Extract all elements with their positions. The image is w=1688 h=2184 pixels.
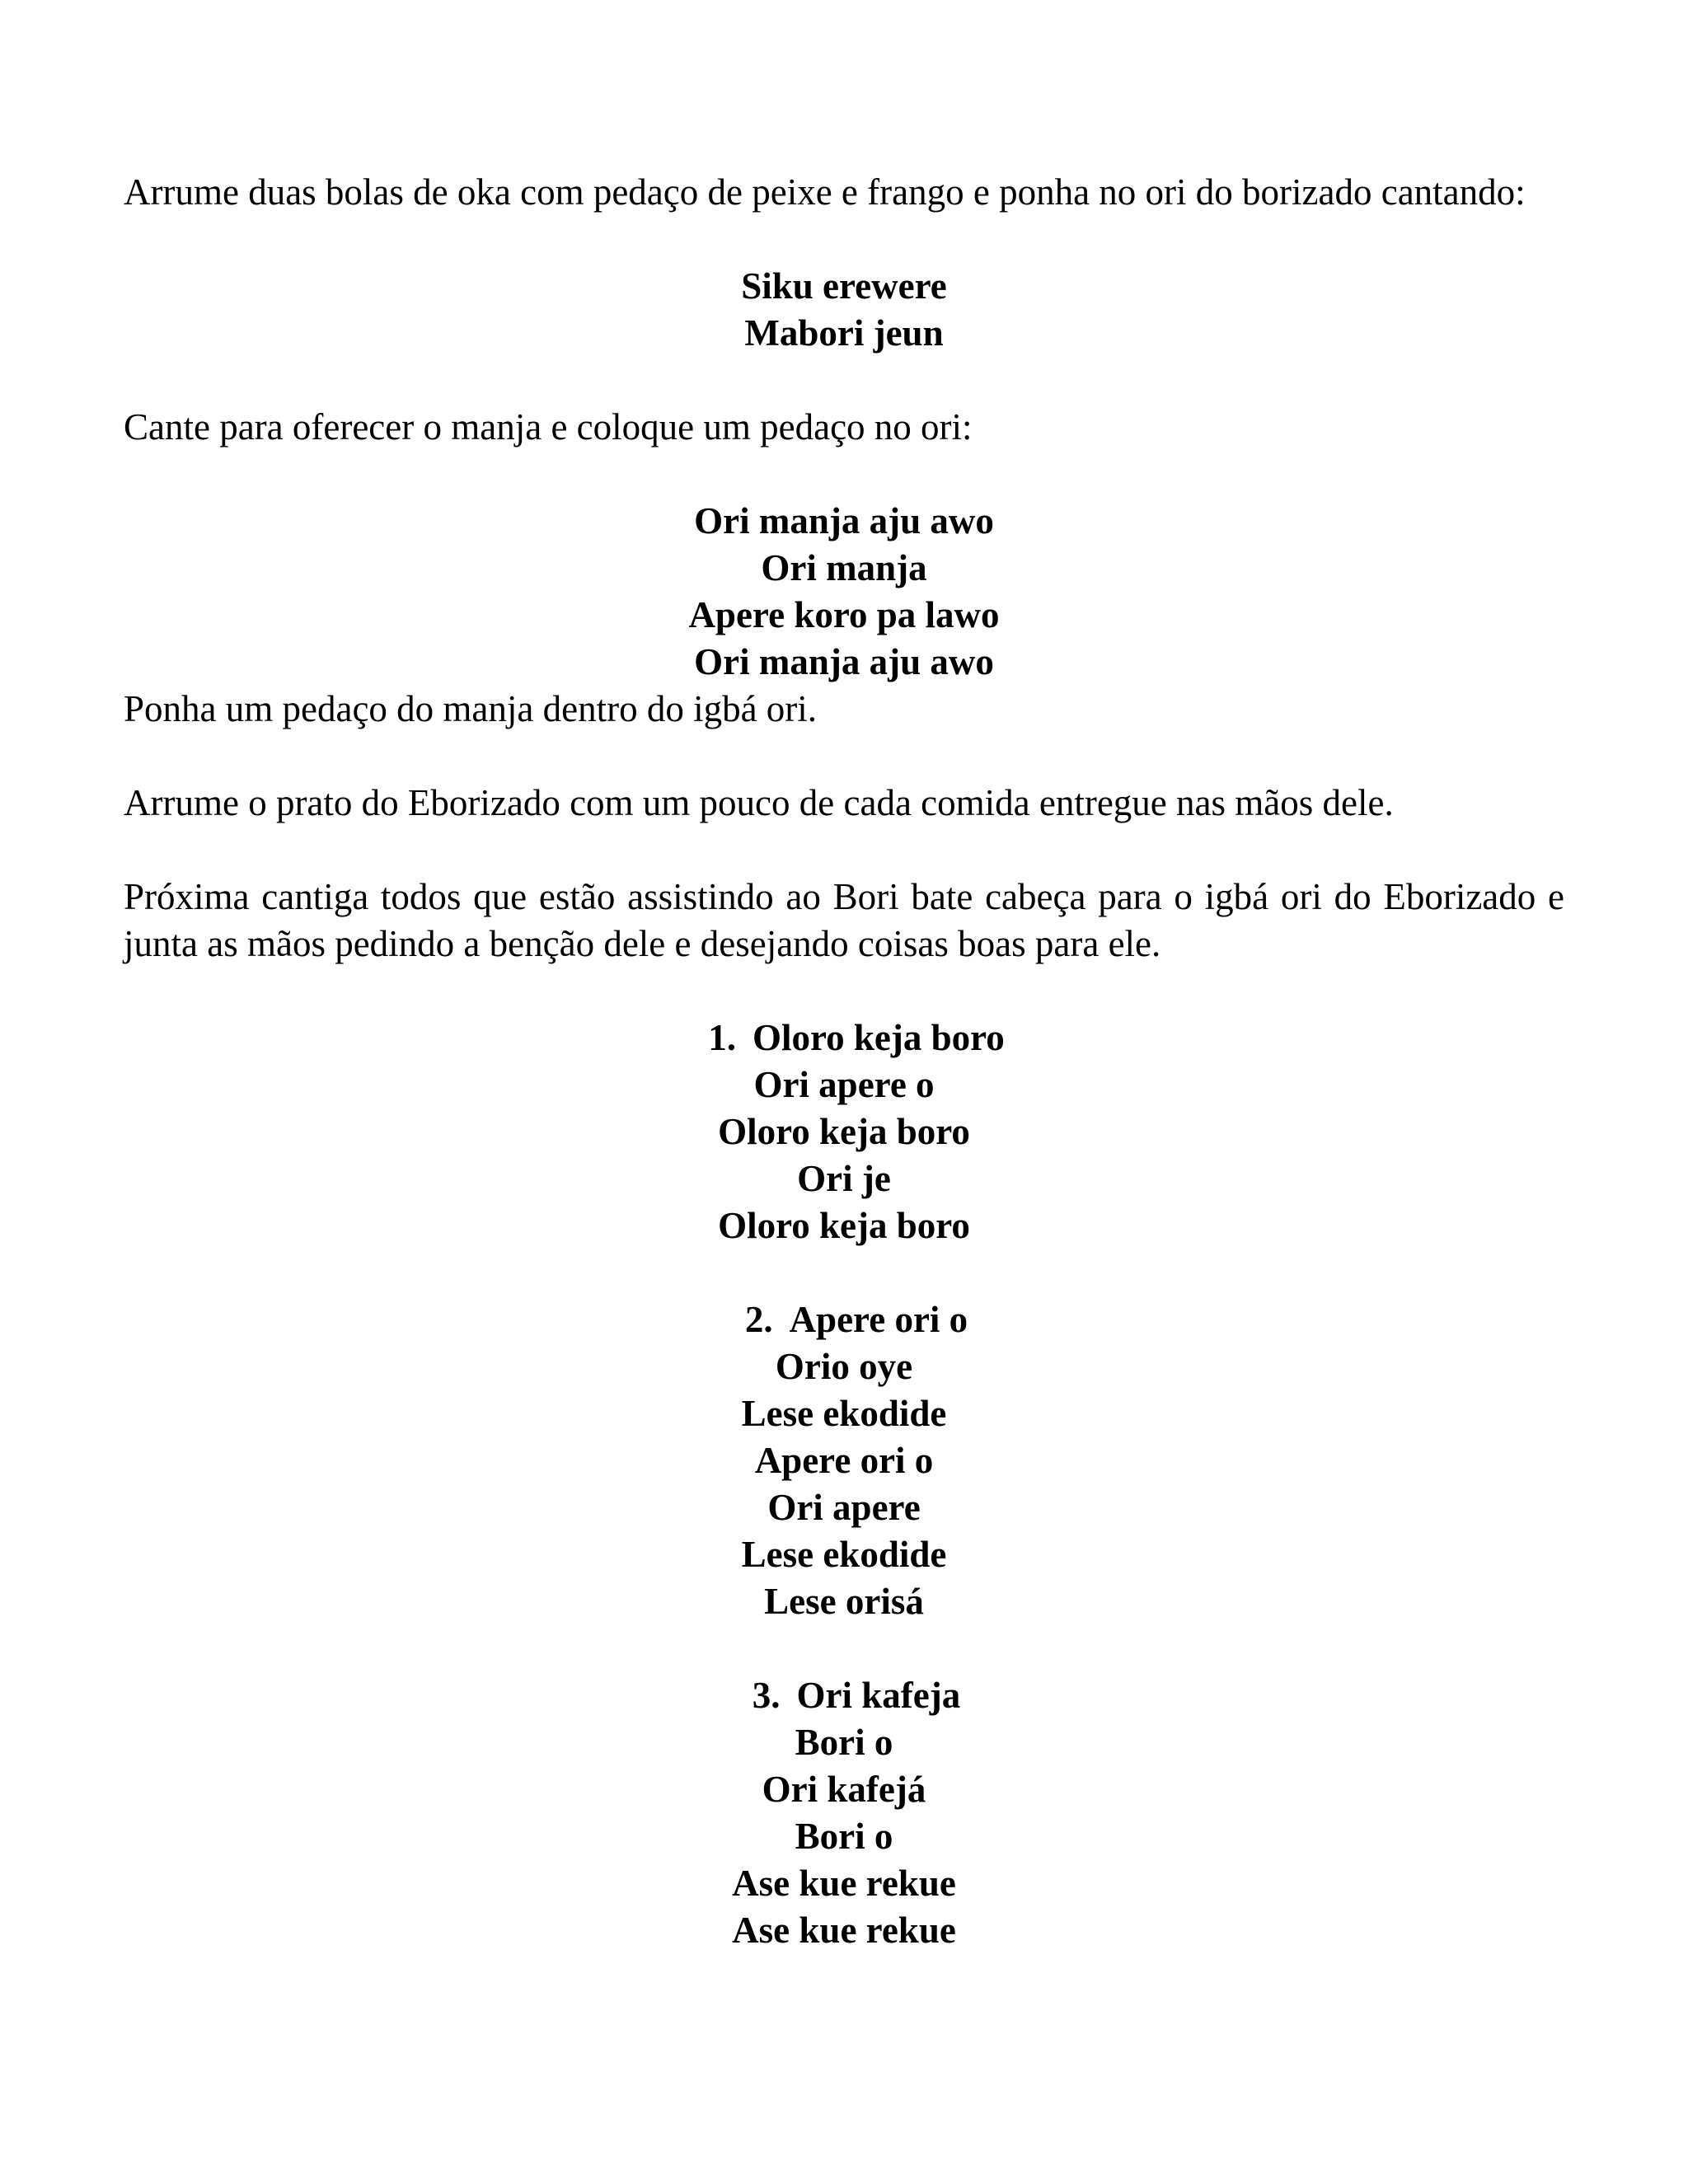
song-first-line <box>124 1296 1564 1343</box>
spacer <box>124 1249 1564 1296</box>
song-1 <box>124 1015 1564 1249</box>
chant-line: Ori manja aju awo <box>694 641 994 682</box>
song-first-line <box>124 1672 1564 1719</box>
paragraph-oka-balls: Arrume duas bolas de oka com pedaço de peixe e frango e ponha no ori do borizado cantando: <box>124 171 1526 213</box>
song-line: Apere ori o <box>789 1299 968 1340</box>
paragraph-igba-ori: Ponha um pedaço do manja dentro do igbá ori. <box>124 688 818 729</box>
song-line: Oloro keja boro <box>752 1017 1005 1058</box>
chant-line: Siku erewere <box>741 265 947 307</box>
document-page <box>124 169 1564 1954</box>
song-line: Ase kue rekue <box>732 1910 956 1951</box>
song-line: Ori je <box>797 1158 891 1199</box>
song-line: Apere ori o <box>754 1440 934 1481</box>
paragraph-proxima-cantiga: Próxima cantiga todos que estão assistindo ao Bori bate cabeça para o igbá ori do Eborizado e junta as mãos pedindo a benção dele e desejando coisas boas para ele. <box>124 876 1564 964</box>
song-3 <box>124 1672 1564 1954</box>
song-line: Ori apere <box>767 1487 921 1528</box>
song-line: Ori kafejá <box>762 1769 926 1810</box>
spacer <box>124 1625 1564 1672</box>
chant-line: Mabori jeun <box>744 312 944 354</box>
spacer <box>124 827 1564 874</box>
song-line: Bori o <box>795 1816 893 1857</box>
song-number: 1. <box>708 1017 736 1058</box>
spacer <box>124 733 1564 780</box>
song-first-line <box>124 1015 1564 1062</box>
chant-line: Ori manja aju awo <box>694 500 994 541</box>
chant-line: Ori manja <box>761 547 927 588</box>
song-line: Ori apere o <box>753 1064 935 1105</box>
chant-ori-manja <box>124 498 1564 686</box>
song-line: Bori o <box>795 1722 893 1763</box>
song-line: Lese ekodide <box>741 1393 947 1434</box>
spacer <box>124 216 1564 263</box>
song-line: Oloro keja boro <box>718 1205 970 1246</box>
song-number: 2. <box>744 1299 773 1340</box>
paragraph-offer-manja: Cante para oferecer o manja e coloque um pedaço no ori: <box>124 406 973 448</box>
spacer <box>124 451 1564 498</box>
chant-siku-erewere <box>124 263 1564 357</box>
song-line: Ase kue rekue <box>732 1863 956 1904</box>
spacer <box>124 357 1564 404</box>
song-number: 3. <box>752 1675 781 1716</box>
spacer <box>124 968 1564 1015</box>
paragraph-prato: Arrume o prato do Eborizado com um pouco de cada comida entregue nas mãos dele. <box>124 782 1394 823</box>
song-2 <box>124 1296 1564 1625</box>
song-line: Lese ekodide <box>741 1534 947 1575</box>
chant-line: Apere koro pa lawo <box>688 594 1000 635</box>
song-line: Lese orisá <box>764 1581 924 1622</box>
song-line: Ori kafeja <box>796 1675 961 1716</box>
song-line: Oloro keja boro <box>718 1111 970 1152</box>
song-line: Orio oye <box>775 1346 913 1387</box>
